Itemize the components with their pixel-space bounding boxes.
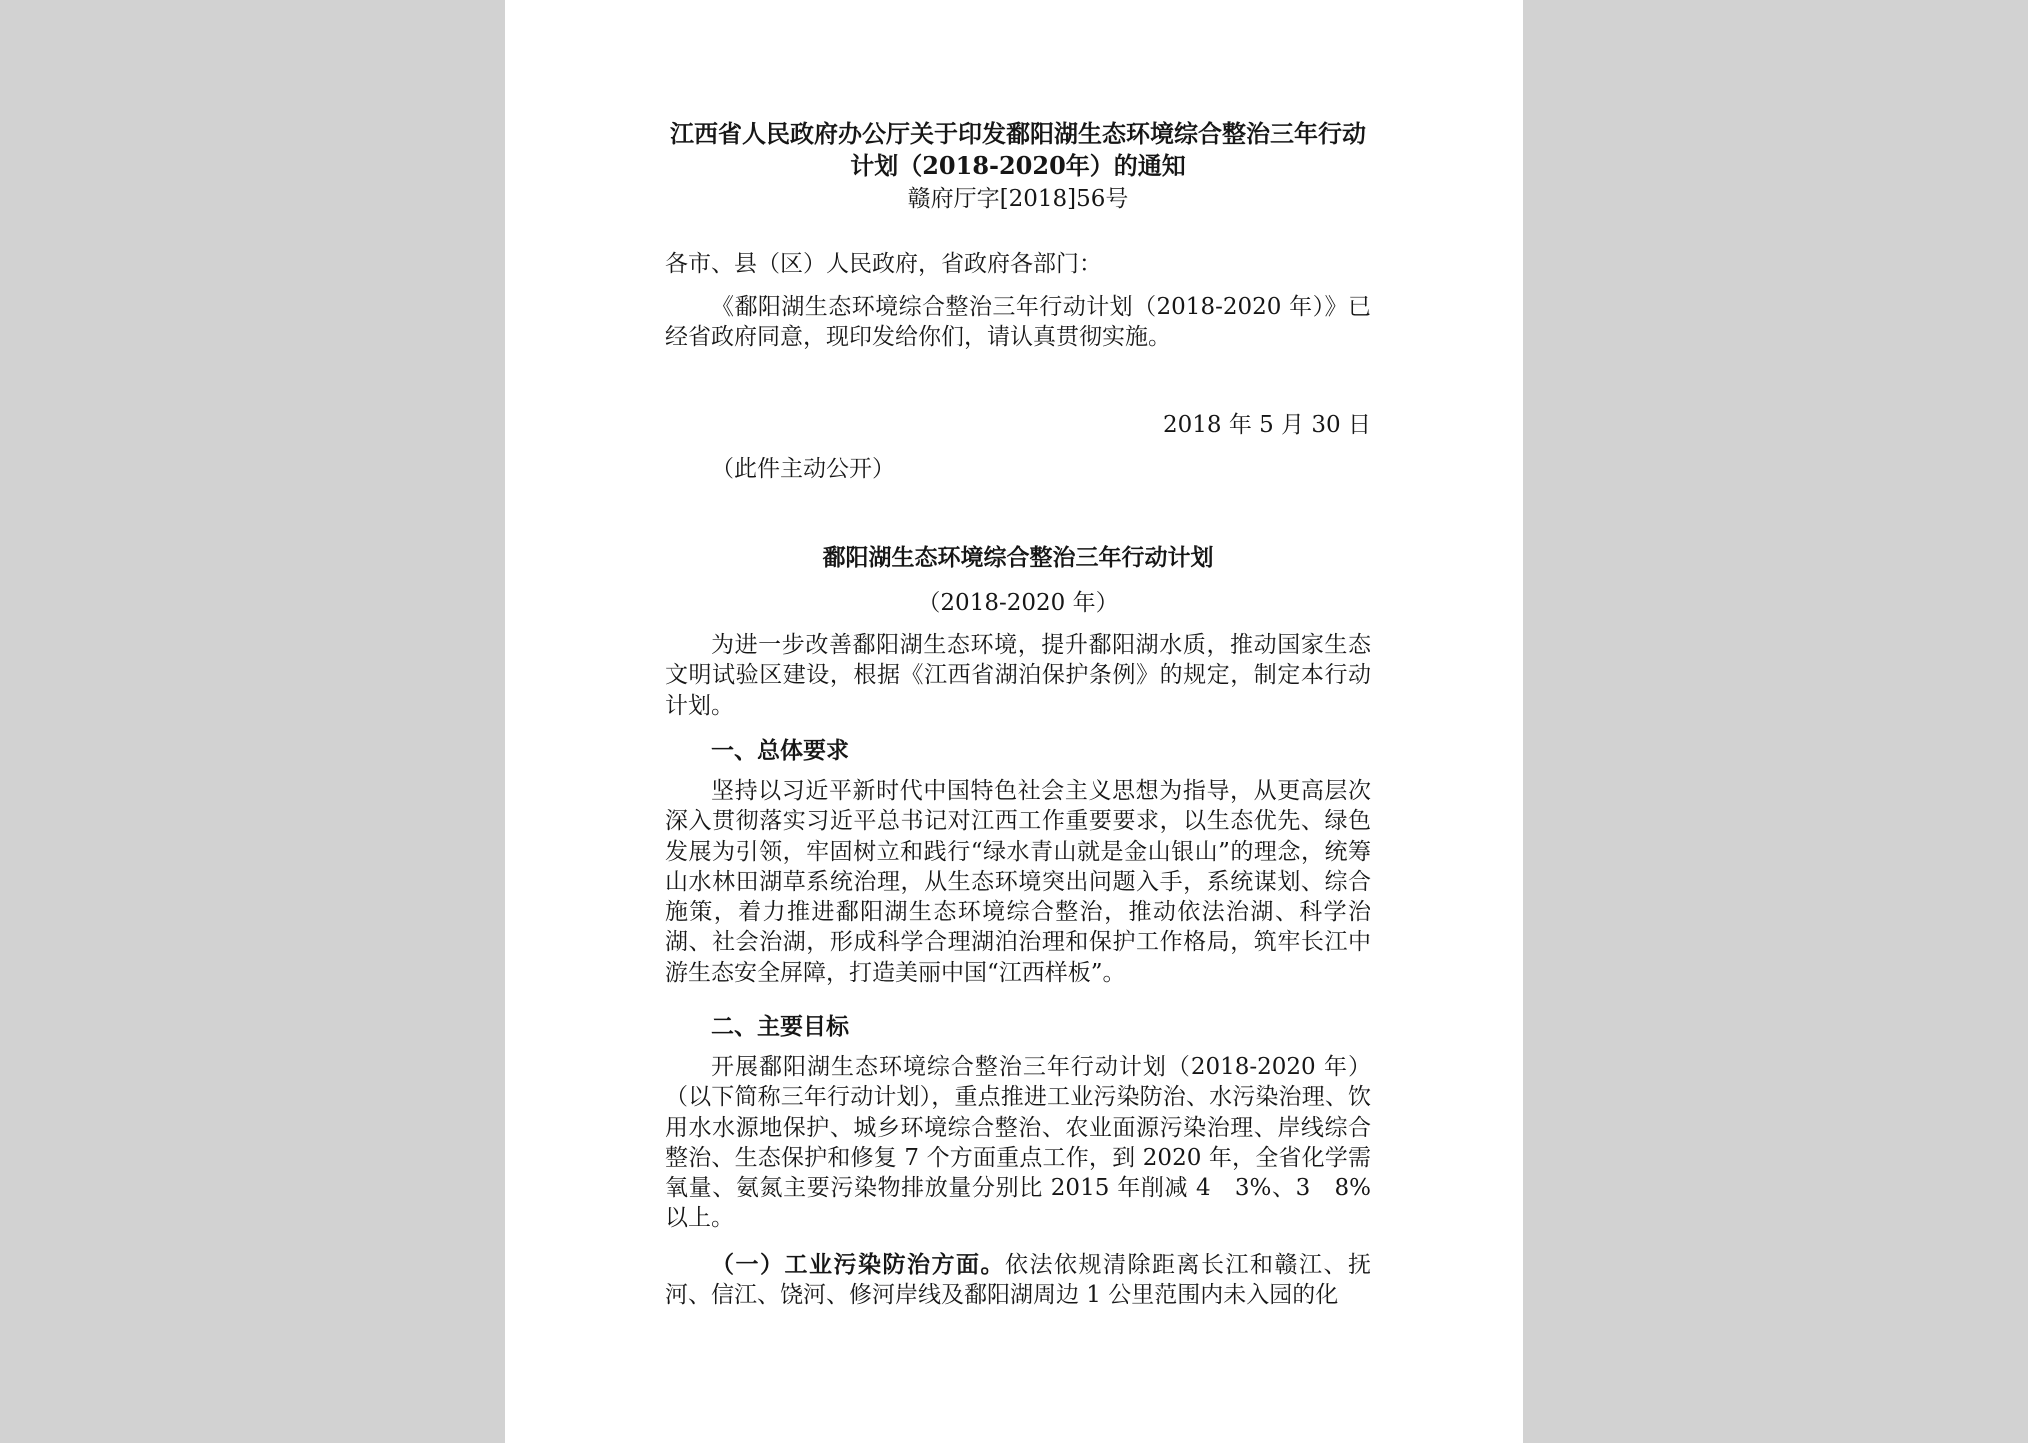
plan-intro: 为进一步改善鄱阳湖生态环境，提升鄱阳湖水质，推动国家生态文明试验区建设，根据《江西省湖泊保护条例》的规定，制定本行动计划。: [665, 632, 1371, 719]
notice-title-line2: 计划（2018-2020年）的通知: [850, 151, 1186, 180]
section2-heading: 二、主要目标: [711, 1013, 849, 1040]
document-number: 赣府厅字[2018]56号: [907, 186, 1129, 212]
subsection1-heading: （一）工业污染防治方面。: [711, 1251, 1005, 1278]
letter-body: 《鄱阳湖生态环境综合整治三年行动计划（2018-2020 年）》已经省政府同意，现印发给你们，请认真贯彻实施。: [665, 294, 1371, 351]
document-page: [505, 0, 1523, 1443]
subsection1-body: 依法依规清除距离长江和赣江、抚河、信江、饶河、修河岸线及鄱阳湖周边 1 公里范围内未入园的化: [665, 1252, 1371, 1309]
disclosure-note: （此件主动公开）: [711, 456, 895, 482]
section1-body: 坚持以习近平新时代中国特色社会主义思想为指导，从更高层次深入贯彻落实习近平总书记对江西工作重要要求，以生态优先、绿色发展为引领，牢固树立和践行“绿水青山就是金山银山”的理念，统筹山水林田湖草系统治理，从生态环境突出问题入手，系统谋划、综合施策，着力推进鄱阳湖生态环境综合整治，推动依法治湖、科学治湖、社会治湖，形成科学合理湖泊治理和保护工作格局，筑牢长江中游生态安全屏障，打造美丽中国“江西样板”。: [665, 778, 1371, 986]
plan-subtitle: （2018-2020 年）: [917, 590, 1119, 616]
section2-body: 开展鄱阳湖生态环境综合整治三年行动计划（2018-2020 年）（以下简称三年行动计划），重点推进工业污染防治、水污染治理、饮用水水源地保护、城乡环境综合整治、农业面源污染治理、岸线综合整治、生态保护和修复 7 个方面重点工作，到 2020 年，全省化学需氧量、氨氮主要污染物排放量分别比 2015 年削减 4 3%、3 8%以上。: [665, 1054, 1371, 1232]
salutation: 各市、县（区）人民政府，省政府各部门：: [665, 251, 1102, 277]
issue-date: 2018 年 5 月 30 日: [1163, 412, 1371, 438]
section1-heading: 一、总体要求: [711, 737, 849, 764]
notice-title-line1: 江西省人民政府办公厅关于印发鄱阳湖生态环境综合整治三年行动: [670, 119, 1366, 148]
plan-title: 鄱阳湖生态环境综合整治三年行动计划: [822, 544, 1214, 571]
subsection1-paragraph: [665, 1250, 1371, 1311]
